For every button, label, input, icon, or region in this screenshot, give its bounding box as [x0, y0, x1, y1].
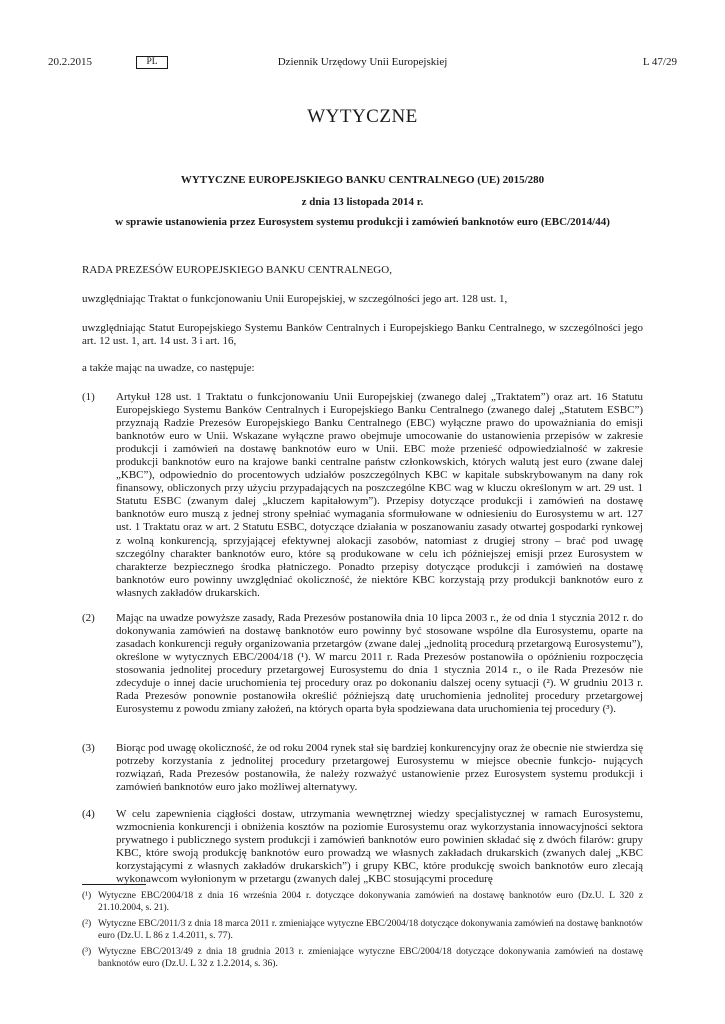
recital-text: Mając na uwadze powyższe zasady, Rada Prezesów postanowiła dnia 10 lipca 2003 r., że od dnia 1 stycznia 2012 r. do dokonywania zamówień na dostawę banknotów euro powinny być stosowane wspólne dla Eurosystemu, oparte na zasadach konkurencji reguły organizowania przetargów (zwane dalej „jednolitą procedurą przetargową Eurosystemu”), określone w wytycznych EBC/2004/18 (¹). W marcu 2011 r. Rada Prezesów postanowiła o opóźnieniu rozpoczęcia stosowania jednolitej procedury przetargowej Eurosystemu do dnia 1 stycznia 2014 r., o ile Rada Prezesów nie zdecyduje o innej dacie uruchomienia tej procedury oraz po dokonaniu dalszej oceny sytuacji (²). W grudniu 2013 r. Rada Prezesów ponownie postanowiła określić późniejszą datę uruchomienia jednolitej procedury przetargowej Eurosystemu z powodu zmiany założeń, na których oparta była spodziewana data uruchomienia tej procedury (³). [116, 612, 643, 716]
publication-date: 20.2.2015 [48, 56, 92, 68]
recital-number: (4) [82, 808, 95, 820]
recital-text: Artykuł 128 ust. 1 Traktatu o funkcjonowaniu Unii Europejskiej (zwanego dalej „Traktatem”) oraz art. 16 Statutu Europejskiego Systemu Banków Centralnych i Europejskiego Banku Centralnego (zwanego dalej „Statutem ESBC”) przyznają Radzie Prezesów Europejskiego Banku Centralnego (EBC) wyłączne prawo do upoważniania do emisji banknotów euro w Unii. Wskazane wyłączne prawo obejmuje umocowanie do ustanowienia przepisów w zakresie produkcji i zamówień na dostawę banknotów euro w Unii. EBC może przenieść odpowiedzialność w zakresie produkcji banknotów euro na krajowe banki centralne państw członkowskich, których walutą jest euro (zwane dalej „KBC”), odpowiednio do procentowych udziałów poszczególnych KBC w kapitale subskrybowanym na dany rok finansowy, obliczonych przy użyciu przypadających na poszczególne KBC wag w kluczu określonym w art. 29 ust. 1 Statutu ESBC (zwanym dalej „kluczem kapitałowym”). Przepisy dotyczące produkcji i zamówień na dostawę banknotów euro muszą z jednej strony spełniać wymagania sformułowane w odniesieniu do Eurosystemu w art. 127 ust. 1 Traktatu oraz w art. 2 Statutu ESBC, dotyczące działania w poszanowaniu zasady otwartej gospodarki rynkowej z wolną konkurencją, sprzyjającej efektywnej alokacji zasobów, natomiast z drugiej strony – brać pod uwagę szczególny charakter banknotów euro, które są produkowane w celu ich późniejszej emisji przez Eurosystem w charakterze bezpiecznego środka płatniczego. Ponadto przepisy dotyczące produkcji i zamówień na dostawę banknotów euro powinny uwzględniać okoliczność, że niektóre KBC korzystają przy produkcji banknotów euro z własnych zakładów drukarskich. [116, 391, 643, 599]
preamble-citation-treaty: uwzględniając Traktat o funkcjonowaniu Unii Europejskiej, w szczególności jego art. 128 ust. 1, [82, 293, 508, 305]
footnote-mark: (¹) [82, 891, 92, 901]
act-title: WYTYCZNE EUROPEJSKIEGO BANKU CENTRALNEGO (UE) 2015/280 [180, 174, 545, 186]
preamble-citation-statute: uwzględniając Statut Europejskiego Systemu Banków Centralnych i Europejskiego Banku Centralnego, w szczególności jego art. 12 ust. 1, art. 14 ust. 3 i art. 16, [82, 322, 643, 348]
language-badge: PL [136, 56, 168, 69]
recital-text: W celu zapewnienia ciągłości dostaw, utrzymania wewnętrznej wiedzy specjalistycznej w ramach Eurosystemu, wzmocnienia konkurencji i obniżenia kosztów na poziomie Eurosystemu oraz wykorzystania innowacyjności sektora prywatnego i publicznego system produkcji i zamówień banknotów euro powinien składać się z dwóch filarów: grupy KBC, które swoją produkcję banknotów euro prowadzą we własnych zakładach drukarskich (zwanych dalej „KBC korzystającymi z własnych zakładów drukarskich”) i grupy KBC, które produkcję swoich banknotów euro zlecają wykonawcom wyłonionym w przetargu (zwanych dalej „KBC stosującymi procedurę [116, 808, 643, 886]
footnote-mark: (²) [82, 919, 92, 929]
footnote-text: Wytyczne EBC/2013/49 z dnia 18 grudnia 2013 r. zmieniające wytyczne EBC/2004/18 dotyczące dokonywania zamówień na dostawę banknotów euro (Dz.U. L 32 z 1.2.2014, s. 36). [98, 947, 643, 969]
preamble-authority: RADA PREZESÓW EUROPEJSKIEGO BANKU CENTRALNEGO, [82, 264, 392, 276]
recital-number: (3) [82, 742, 95, 754]
preamble-whereas: a także mając na uwadze, co następuje: [82, 362, 255, 374]
journal-title: Dziennik Urzędowy Unii Europejskiej [277, 56, 448, 68]
page-header [48, 56, 677, 72]
recital-text: Biorąc pod uwagę okoliczność, że od roku 2004 rynek stał się bardziej konkurencyjny oraz że obecnie nie stwierdza się potrzeby korzystania z jednolitej procedury przetargowej Eurosystemu w miejsce obecnie funkcjo- nujących rozwiązań, Rada Prezesów postanowiła, że należy rozważyć ustanowienie przez Eurosystem systemu produkcji i zamówień banknotów euro jako możliwej alternatywy. [116, 742, 643, 794]
footnote-separator [82, 884, 146, 885]
page-reference: L 47/29 [642, 56, 677, 68]
recital-number: (1) [82, 391, 95, 403]
act-subject: w sprawie ustanowienia przez Eurosystem systemu produkcji i zamówień banknotów euro (EBC/2014/44) [115, 216, 610, 228]
footnote-text: Wytyczne EBC/2004/18 z dnia 16 września 2004 r. dotyczące dokonywania zamówień na dostawę banknotów euro (Dz.U. L 320 z 21.10.2004, s. 21). [98, 891, 643, 913]
footnote-text: Wytyczne EBC/2011/3 z dnia 18 marca 2011 r. zmieniające wytyczne EBC/2004/18 dotyczące dokonywania zamówień na dostawę banknotów euro (Dz.U. L 86 z 1.4.2011, s. 77). [98, 919, 643, 941]
act-date: z dnia 13 listopada 2014 r. [301, 196, 424, 208]
recital-number: (2) [82, 612, 95, 624]
document-type-heading: WYTYCZNE [307, 106, 418, 127]
footnote-mark: (³) [82, 947, 92, 957]
